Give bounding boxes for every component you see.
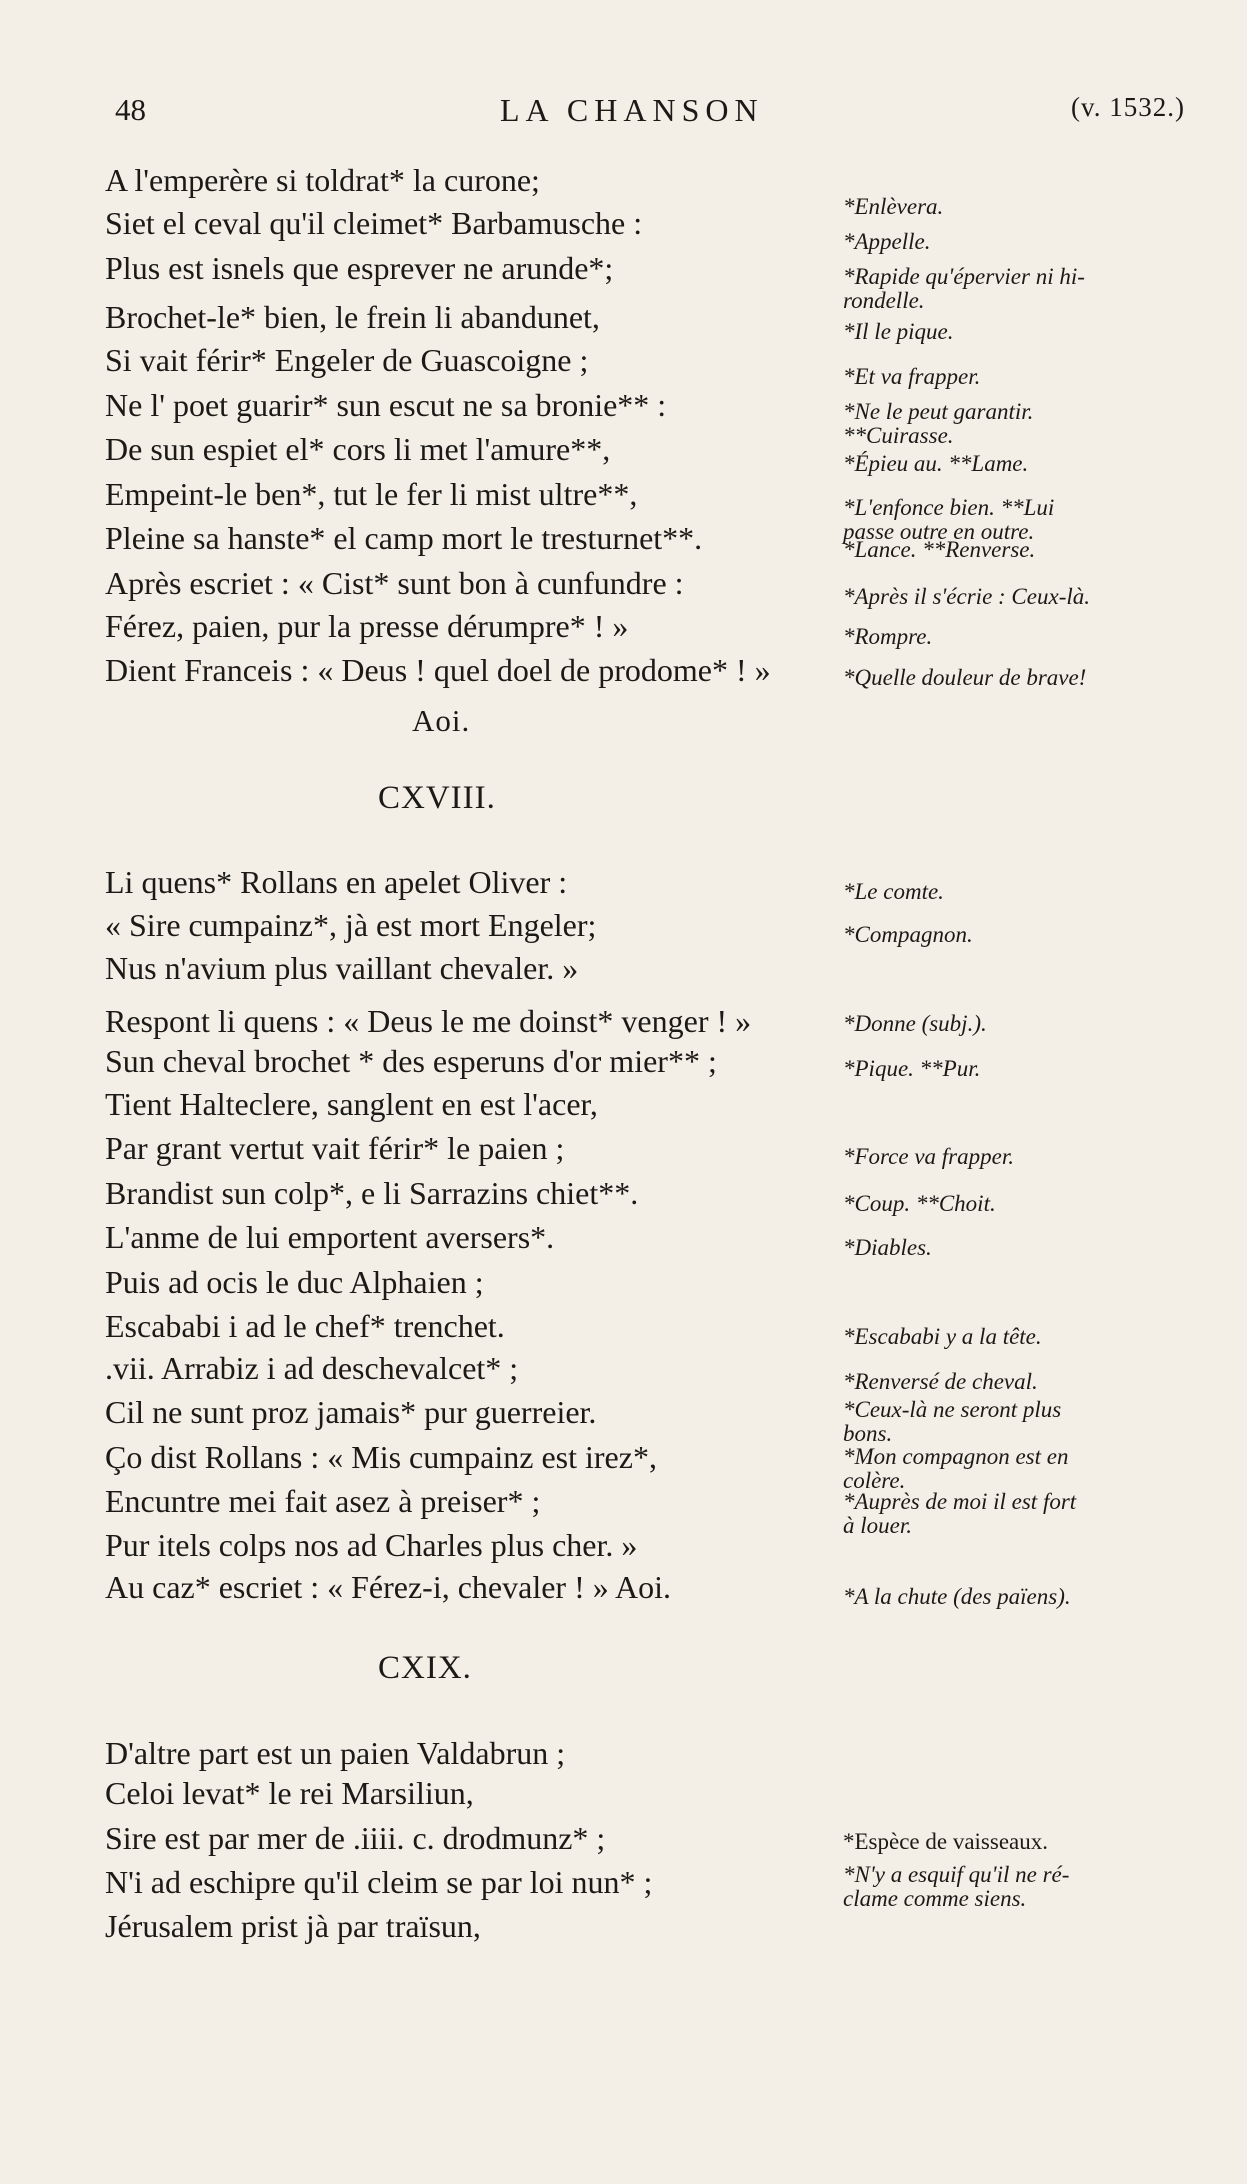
verse-line: Celoi levat* le rei Marsiliun, [105,1775,474,1811]
gloss-note: *Compagnon. [843,922,973,947]
verse-line: Tient Halteclere, sanglent en est l'acer, [105,1086,598,1122]
verse-line: L'anme de lui emportent aversers*. [105,1219,555,1255]
verse-line: Pur itels colps nos ad Charles plus cher. » [105,1527,638,1563]
gloss-note: *Épieu au. **Lame. [843,451,1029,476]
verse-line: Plus est isnels que esprever ne arunde*; [105,250,614,286]
verse-line: Brandist sun colp*, e li Sarrazins chiet**. [105,1175,639,1211]
verse-line: Ço dist Rollans : « Mis cumpainz est irez*, [105,1439,657,1475]
running-title: LA CHANSON [500,92,764,128]
verse-line: « Sire cumpainz*, jà est mort Engeler; [105,907,597,943]
verse-line: Jérusalem prist jà par traïsun, [105,1908,481,1944]
verse-line: Respont li quens : « Deus le me doinst* venger ! » [105,1003,752,1039]
verse-line: De sun espiet el* cors li met l'amure**, [105,431,611,467]
aoi-refrain: Aoi. [412,703,471,738]
gloss-note: *Ne le peut garantir. **Cuirasse. [843,399,1034,448]
gloss-note: *Coup. **Choit. [843,1191,996,1216]
gloss-note: *Enlèvera. [843,194,944,219]
gloss-note: *Rapide qu'épervier ni hi- rondelle. [843,264,1085,313]
verse-line: Par grant vertut vait férir* le paien ; [105,1130,565,1166]
gloss-note: *A la chute (des païens). [843,1584,1071,1609]
verse-line: Sun cheval brochet * des esperuns d'or mier** ; [105,1043,717,1079]
page-number: 48 [115,92,146,127]
gloss-note: *Lance. **Renverse. [843,537,1036,562]
verse-line: Sire est par mer de .iiii. c. drodmunz* ; [105,1820,606,1856]
gloss-note: *Espèce de vaisseaux. [843,1829,1049,1854]
verse-line: Empeint-le ben*, tut le fer li mist ultre**, [105,476,638,512]
gloss-note: *N'y a esquif qu'il ne ré- clame comme siens. [843,1862,1070,1911]
gloss-note: *Ceux-là ne seront plus bons. [843,1397,1062,1446]
gloss-note: *Donne (subj.). [843,1011,987,1036]
gloss-note: *Pique. **Pur. [843,1056,981,1081]
verse-line: Nus n'avium plus vaillant chevaler. » [105,950,579,986]
verse-reference: (v. 1532.) [1071,92,1185,122]
section-heading: CXVIII. [378,780,496,816]
section-heading: CXIX. [378,1650,472,1686]
verse-line: Siet el ceval qu'il cleimet* Barbamusche : [105,205,643,241]
verse-line: Dient Franceis : « Deus ! quel doel de prodome* ! » [105,652,771,688]
verse-line: Puis ad ocis le duc Alphaien ; [105,1264,484,1300]
verse-line: Encuntre mei fait asez à preiser* ; [105,1483,541,1519]
verse-line: Si vait férir* Engeler de Guascoigne ; [105,342,589,378]
verse-line: Escababi i ad le chef* trenchet. [105,1308,505,1344]
gloss-note: *Rompre. [843,624,933,649]
gloss-note: *Force va frapper. [843,1144,1014,1169]
verse-line: Ne l' poet guarir* sun escut ne sa bronie** : [105,387,667,423]
verse-line: Cil ne sunt proz jamais* pur guerreier. [105,1394,597,1430]
verse-line: .vii. Arrabiz i ad deschevalcet* ; [105,1350,519,1386]
gloss-note: *Escababi y a la tête. [843,1324,1042,1349]
verse-line: A l'emperère si toldrat* la curone; [105,162,540,198]
gloss-note: *Et va frapper. [843,364,981,389]
gloss-note: *Le comte. [843,879,944,904]
verse-line: N'i ad eschipre qu'il cleim se par loi nun* ; [105,1864,653,1900]
gloss-note: *Appelle. [843,229,931,254]
verse-line: Férez, paien, pur la presse dérumpre* ! » [105,608,629,644]
gloss-note: *L'enfonce bien. **Lui passe outre en outre. [843,495,1055,544]
verse-line: Brochet-le* bien, le frein li abandunet, [105,299,600,335]
verse-line: Li quens* Rollans en apelet Oliver : [105,864,568,900]
verse-line: Après escriet : « Cist* sunt bon à cunfundre : [105,565,684,601]
gloss-note: *Diables. [843,1235,932,1260]
gloss-note: *Après il s'écrie : Ceux-là. [843,584,1090,609]
gloss-note: *Mon compagnon est en colère. [843,1444,1069,1493]
verse-line: D'altre part est un paien Valdabrun ; [105,1735,566,1771]
gloss-note: *Il le pique. [843,319,954,344]
gloss-note: *Renversé de cheval. [843,1369,1038,1394]
verse-line: Pleine sa hanste* el camp mort le tresturnet**. [105,520,703,556]
gloss-note: *Quelle douleur de brave! [843,665,1087,690]
verse-line: Au caz* escriet : « Férez-i, chevaler ! » Aoi. [105,1569,671,1605]
gloss-note: *Auprès de moi il est fort à louer. [843,1489,1077,1538]
